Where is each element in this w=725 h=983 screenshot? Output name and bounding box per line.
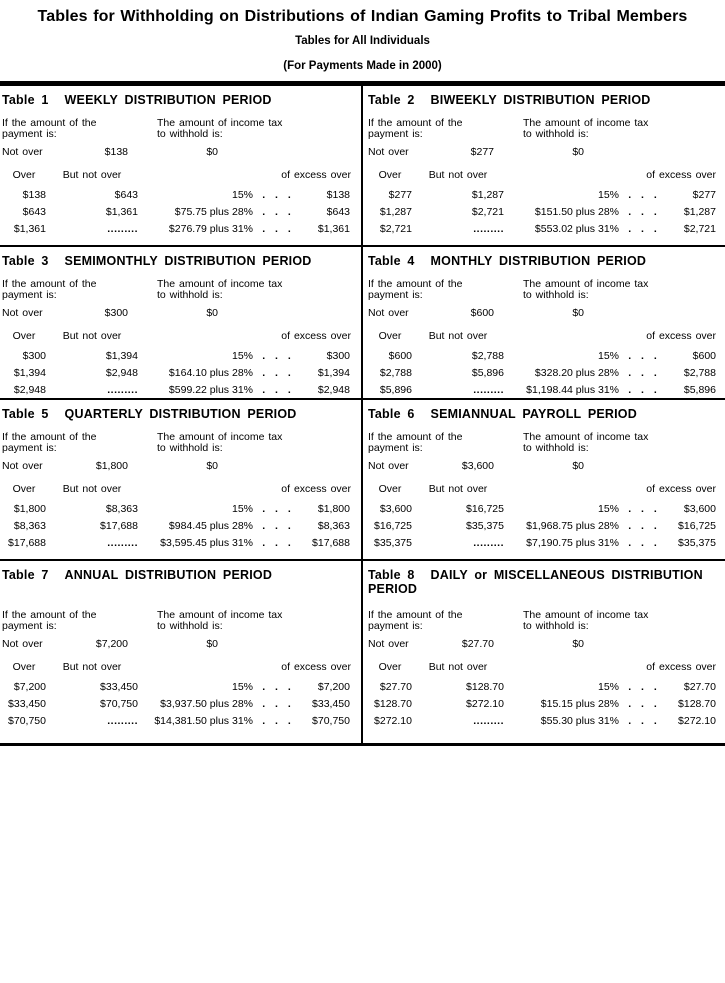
bracket-row [2,221,351,238]
over-value: $2,788 [379,367,412,379]
table-period-name: SEMIMONTHLY DISTRIBUTION PERIOD [64,254,312,268]
of-excess-over-header: of excess over [281,169,351,181]
bracket-header-row [368,483,716,496]
over-value: $8,363 [13,520,46,532]
table-number: Table 6 [368,407,415,421]
tax-formula: $14,381.50 plus 31% [154,715,253,727]
but-not-over-value: $2,948 [105,367,138,379]
excess-over-value: $17,688 [312,537,350,549]
tax-formula: 15% [231,681,253,693]
excess-over-value: $33,450 [312,698,350,710]
over-value: $128.70 [374,698,412,710]
dot-leader: . . . [262,189,291,201]
section-weekly-biweekly [0,86,725,247]
column-explanations [2,279,351,301]
bracket-row [368,535,716,552]
column-explanations [368,432,716,454]
over-value: $16,725 [374,520,412,532]
column-explanations [368,118,716,140]
dot-leader: . . . [628,537,657,549]
subtitle-payment-year: (For Payments Made in 2000) [283,60,442,72]
no-upper-limit-dashes: ......... [473,537,504,549]
dot-leader: . . . [628,715,657,727]
withhold-amount-label: The amount of income tax to withhold is: [523,278,649,301]
bracket-header-row [2,661,351,674]
no-upper-limit-dashes: ......... [473,715,504,727]
dot-leader: . . . [628,189,657,201]
bracket-row [2,679,351,696]
over-value: $33,450 [8,698,46,710]
bracket-row [2,382,351,399]
tax-formula: $164.10 plus 28% [168,367,253,379]
tax-formula: 15% [231,189,253,201]
not-over-amount: $1,800 [95,460,128,472]
table-period-name: BIWEEKLY DISTRIBUTION PERIOD [430,93,651,107]
dot-leader: . . . [262,206,291,218]
excess-over-value: $8,363 [317,520,350,532]
over-value: $2,948 [13,384,46,396]
table-period-name: QUARTERLY DISTRIBUTION PERIOD [64,407,297,421]
not-over-tax: $0 [206,146,218,158]
excess-over-value: $1,287 [683,206,716,218]
bracket-header-row [368,169,716,182]
excess-over-value: $70,750 [312,715,350,727]
table-number: Table 5 [2,407,49,421]
table-period-name: WEEKLY DISTRIBUTION PERIOD [64,93,272,107]
dot-leader: . . . [628,206,657,218]
not-over-amount: $138 [104,146,128,158]
but-not-over-value: $1,394 [105,350,138,362]
over-header: Over [378,169,402,181]
but-not-over-value: $70,750 [100,698,138,710]
section-semimonthly-monthly [0,247,725,400]
header-spacer [138,330,281,343]
payment-amount-label: If the amount of the payment is: [2,278,97,301]
bracket-row [2,204,351,221]
tax-formula: $599.22 plus 31% [168,384,253,396]
withhold-amount-label: The amount of income tax to withhold is: [523,609,649,632]
dot-leader: . . . [628,350,657,362]
over-header: Over [12,169,36,181]
over-header: Over [12,661,36,673]
over-value: $1,287 [379,206,412,218]
bracket-row [368,348,716,365]
dot-leader: . . . [628,384,657,396]
payment-amount-label: If the amount of the payment is: [368,431,463,454]
over-value: $35,375 [374,537,412,549]
dot-leader: . . . [628,520,657,532]
table-1-panel [0,86,363,245]
dot-leader: . . . [262,350,291,362]
bracket-row [2,187,351,204]
of-excess-over-header: of excess over [646,661,716,673]
dot-leader: . . . [262,503,291,515]
but-not-over-value: $1,361 [105,206,138,218]
table-number: Table 8 [368,568,415,582]
table-4-panel [363,247,725,399]
subtitle-all-individuals: Tables for All Individuals [295,35,430,47]
bracket-row [2,518,351,535]
withhold-amount-label: The amount of income tax to withhold is: [523,117,649,140]
tax-formula: $3,937.50 plus 28% [160,698,253,710]
dot-leader: . . . [262,681,291,693]
tax-formula: 15% [231,350,253,362]
excess-over-value: $128.70 [678,698,716,710]
not-over-tax: $0 [572,638,584,650]
bracket-header-row [2,330,351,343]
no-upper-limit-dashes: ......... [473,384,504,396]
tax-formula: $984.45 plus 28% [168,520,253,532]
tax-formula: $75.75 plus 28% [174,206,253,218]
dot-leader: . . . [628,698,657,710]
table-8-panel [363,561,725,743]
dot-leader: . . . [262,223,291,235]
not-over-tax: $0 [206,307,218,319]
excess-over-value: $1,394 [317,367,350,379]
not-over-label: Not over [2,638,43,650]
excess-over-value: $2,948 [317,384,350,396]
header-spacer [138,169,281,182]
not-over-label: Not over [2,307,43,319]
over-value: $600 [388,350,412,362]
table-8-title [368,568,716,601]
but-not-over-header: But not over [428,169,488,181]
dot-leader: . . . [628,681,657,693]
table-period-name: SEMIANNUAL PAYROLL PERIOD [430,407,637,421]
not-over-amount: $3,600 [461,460,494,472]
but-not-over-value: $8,363 [105,503,138,515]
table-7-panel [0,561,363,743]
but-not-over-value: $643 [114,189,138,201]
over-value: $138 [22,189,46,201]
tax-formula: $3,595.45 plus 31% [160,537,253,549]
header-spacer [504,661,646,674]
dot-leader: . . . [262,715,291,727]
table-period-name: ANNUAL DISTRIBUTION PERIOD [64,568,273,582]
not-over-amount: $600 [470,307,494,319]
excess-over-value: $138 [326,189,350,201]
table-6-title [368,407,716,421]
not-over-label: Not over [368,460,409,472]
no-upper-limit-dashes: ......... [107,715,138,727]
bracket-row [2,535,351,552]
but-not-over-header: But not over [62,483,122,495]
tax-formula: $55.30 plus 31% [540,715,619,727]
not-over-row [368,146,716,159]
dot-leader: . . . [628,367,657,379]
tax-formula: $151.50 plus 28% [534,206,619,218]
over-value: $1,394 [13,367,46,379]
table-2-panel [363,86,725,245]
withhold-amount-label: The amount of income tax to withhold is: [157,609,283,632]
but-not-over-value: $128.70 [466,681,504,693]
not-over-row [2,638,351,651]
header-spacer [138,483,281,496]
not-over-row [368,638,716,651]
section-annual-daily [0,561,725,746]
no-upper-limit-dashes: ......... [107,223,138,235]
over-value: $27.70 [379,681,412,693]
but-not-over-header: But not over [428,330,488,342]
table-1-title [2,93,351,107]
but-not-over-value: $35,375 [466,520,504,532]
not-over-amount: $277 [470,146,494,158]
over-value: $17,688 [8,537,46,549]
over-value: $70,750 [8,715,46,727]
excess-over-value: $7,200 [317,681,350,693]
excess-over-value: $35,375 [678,537,716,549]
bracket-row [2,501,351,518]
excess-over-value: $16,725 [678,520,716,532]
tax-formula: 15% [597,503,619,515]
header-spacer [504,330,646,343]
column-explanations [368,610,716,632]
bracket-row [368,221,716,238]
dot-leader: . . . [628,503,657,515]
but-not-over-value: $33,450 [100,681,138,693]
table-number: Table 1 [2,93,49,107]
not-over-tax: $0 [572,460,584,472]
section-quarterly-semiannual [0,400,725,561]
over-header: Over [12,330,36,342]
tax-formula: $1,198.44 plus 31% [526,384,619,396]
bracket-row [368,501,716,518]
header-spacer [504,169,646,182]
of-excess-over-header: of excess over [281,330,351,342]
over-header: Over [378,661,402,673]
but-not-over-value: $5,896 [471,367,504,379]
not-over-row [2,460,351,473]
not-over-tax: $0 [206,638,218,650]
excess-over-value: $1,361 [317,223,350,235]
over-value: $2,721 [379,223,412,235]
dot-leader: . . . [262,520,291,532]
column-explanations [2,610,351,632]
excess-over-value: $5,896 [683,384,716,396]
over-header: Over [378,330,402,342]
tax-formula: $276.79 plus 31% [168,223,253,235]
dot-leader: . . . [262,367,291,379]
payment-amount-label: If the amount of the payment is: [368,609,463,632]
column-explanations [2,432,351,454]
table-3-title [2,254,351,268]
not-over-tax: $0 [572,146,584,158]
table-period-name: DAILY or MISCELLANEOUS DISTRIBUTION PERIOD [368,568,703,596]
but-not-over-header: But not over [428,483,488,495]
bracket-row [368,713,716,730]
withhold-amount-label: The amount of income tax to withhold is: [157,278,283,301]
over-value: $277 [388,189,412,201]
not-over-label: Not over [2,460,43,472]
tax-formula: 15% [231,503,253,515]
tax-formula: 15% [597,189,619,201]
table-4-title [368,254,716,268]
bracket-row [368,679,716,696]
dot-leader: . . . [628,223,657,235]
of-excess-over-header: of excess over [281,661,351,673]
document-header [0,0,725,73]
but-not-over-value: $16,725 [466,503,504,515]
not-over-label: Not over [2,146,43,158]
payment-amount-label: If the amount of the payment is: [2,431,97,454]
excess-over-value: $27.70 [683,681,716,693]
bracket-row [368,204,716,221]
bracket-header-row [368,330,716,343]
payment-amount-label: If the amount of the payment is: [2,609,97,632]
table-period-name: MONTHLY DISTRIBUTION PERIOD [430,254,647,268]
bracket-row [368,187,716,204]
tax-formula: $553.02 plus 31% [534,223,619,235]
column-explanations [2,118,351,140]
over-value: $1,361 [13,223,46,235]
excess-over-value: $277 [692,189,716,201]
table-5-panel [0,400,363,559]
header-spacer [504,483,646,496]
over-value: $643 [22,206,46,218]
table-number: Table 3 [2,254,49,268]
not-over-row [368,307,716,320]
withhold-amount-label: The amount of income tax to withhold is: [157,117,283,140]
excess-over-value: $2,721 [683,223,716,235]
but-not-over-value: $272.10 [466,698,504,710]
table-number: Table 2 [368,93,415,107]
bracket-header-row [2,169,351,182]
no-upper-limit-dashes: ......... [473,223,504,235]
table-3-panel [0,247,363,399]
bracket-row [368,365,716,382]
not-over-row [2,146,351,159]
table-number: Table 7 [2,568,49,582]
not-over-amount: $300 [104,307,128,319]
of-excess-over-header: of excess over [646,330,716,342]
but-not-over-value: $1,287 [471,189,504,201]
excess-over-value: $643 [326,206,350,218]
over-value: $5,896 [379,384,412,396]
over-value: $1,800 [13,503,46,515]
bracket-row [368,518,716,535]
but-not-over-header: But not over [62,169,122,181]
tax-formula: 15% [597,350,619,362]
bracket-row [2,713,351,730]
over-header: Over [12,483,36,495]
tax-formula: $328.20 plus 28% [534,367,619,379]
over-value: $272.10 [374,715,412,727]
but-not-over-value: $17,688 [100,520,138,532]
payment-amount-label: If the amount of the payment is: [2,117,97,140]
withhold-amount-label: The amount of income tax to withhold is: [157,431,283,454]
table-6-panel [363,400,725,559]
excess-over-value: $1,800 [317,503,350,515]
but-not-over-header: But not over [62,330,122,342]
not-over-row [368,460,716,473]
of-excess-over-header: of excess over [646,169,716,181]
page-title: Tables for Withholding on Distributions of Indian Gaming Profits to Tribal Members [37,8,688,25]
tax-formula: $7,190.75 plus 31% [526,537,619,549]
excess-over-value: $272.10 [678,715,716,727]
excess-over-value: $300 [326,350,350,362]
of-excess-over-header: of excess over [646,483,716,495]
column-explanations [368,279,716,301]
table-2-title [368,93,716,107]
but-not-over-value: $2,788 [471,350,504,362]
dot-leader: . . . [262,537,291,549]
not-over-tax: $0 [572,307,584,319]
bracket-row [2,696,351,713]
over-header: Over [378,483,402,495]
excess-over-value: $2,788 [683,367,716,379]
not-over-row [2,307,351,320]
of-excess-over-header: of excess over [281,483,351,495]
tax-formula: 15% [597,681,619,693]
table-number: Table 4 [368,254,415,268]
payment-amount-label: If the amount of the payment is: [368,278,463,301]
dot-leader: . . . [262,384,291,396]
excess-over-value: $600 [692,350,716,362]
not-over-label: Not over [368,146,409,158]
but-not-over-value: $2,721 [471,206,504,218]
but-not-over-header: But not over [62,661,122,673]
bracket-row [368,696,716,713]
not-over-amount: $7,200 [95,638,128,650]
not-over-label: Not over [368,307,409,319]
over-value: $7,200 [13,681,46,693]
over-value: $300 [22,350,46,362]
not-over-label: Not over [368,638,409,650]
dot-leader: . . . [262,698,291,710]
over-value: $3,600 [379,503,412,515]
bracket-header-row [368,661,716,674]
bracket-row [2,348,351,365]
tax-formula: $1,968.75 plus 28% [526,520,619,532]
tax-formula: $15.15 plus 28% [540,698,619,710]
not-over-amount: $27.70 [461,638,494,650]
withhold-amount-label: The amount of income tax to withhold is: [523,431,649,454]
not-over-tax: $0 [206,460,218,472]
bracket-row [368,382,716,399]
table-5-title [2,407,351,421]
header-spacer [138,661,281,674]
no-upper-limit-dashes: ......... [107,384,138,396]
payment-amount-label: If the amount of the payment is: [368,117,463,140]
excess-over-value: $3,600 [683,503,716,515]
but-not-over-header: But not over [428,661,488,673]
bracket-header-row [2,483,351,496]
bracket-row [2,365,351,382]
no-upper-limit-dashes: ......... [107,537,138,549]
table-7-title [2,568,351,601]
